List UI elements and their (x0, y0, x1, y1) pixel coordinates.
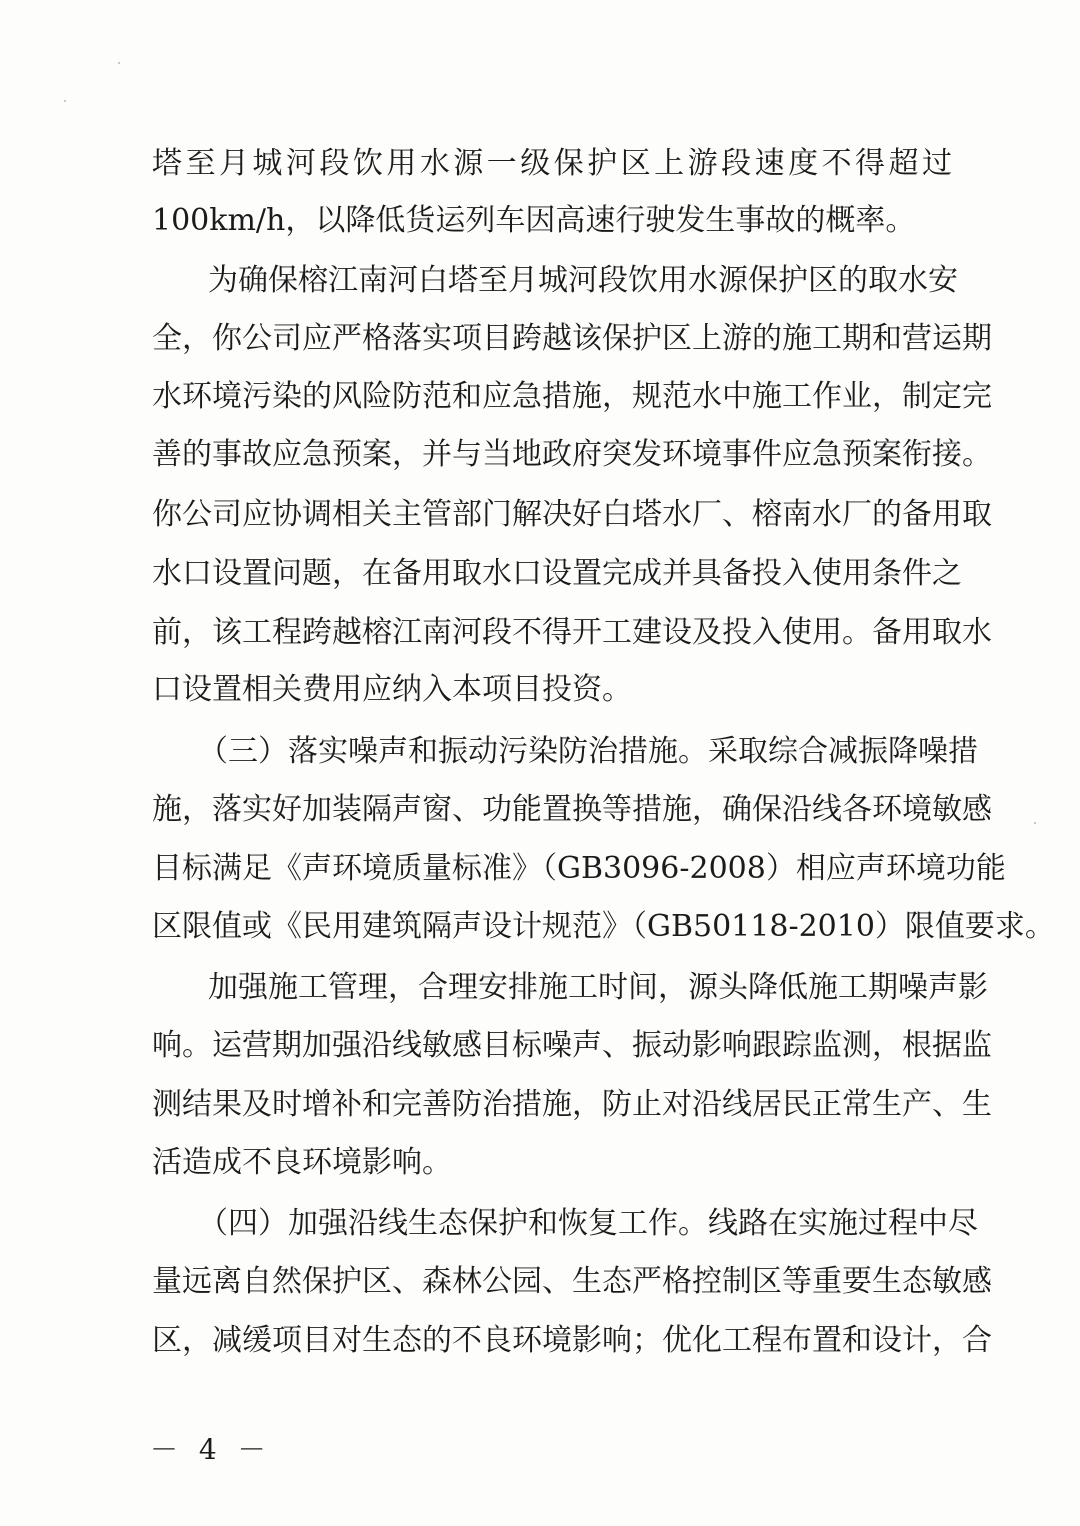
text-line: 响。运营期加强沿线敏感目标噪声、振动影响跟踪监测，根据监 (152, 1028, 992, 1063)
text-line: 塔至月城河段饮用水源一级保护区上游段速度不得超过 (152, 146, 952, 181)
text-line: 100km/h，以降低货运列车因高速行驶发生事故的概率。 (152, 203, 916, 238)
text-line: 善的事故应急预案，并与当地政府突发环境事件应急预案衔接。 (152, 437, 992, 472)
text-line: 测结果及时增补和完善防治措施，防止对沿线居民正常生产、生 (152, 1087, 992, 1122)
text-line: 量远离自然保护区、森林公园、生态严格控制区等重要生态敏感 (152, 1264, 992, 1299)
text-line: 活造成不良环境影响。 (152, 1145, 452, 1180)
scan-speck (64, 100, 66, 102)
section-heading-line: （四）加强沿线生态保护和恢复工作。线路在实施过程中尽 (198, 1206, 978, 1241)
text-line: 你公司应协调相关主管部门解决好白塔水厂、榕南水厂的备用取 (152, 497, 992, 532)
text-line: 水环境污染的风险防范和应急措施，规范水中施工作业，制定完 (152, 379, 992, 414)
text-line: 前，该工程跨越榕江南河段不得开工建设及投入使用。备用取水 (152, 615, 992, 650)
scan-speck (118, 62, 120, 64)
text-line: 口设置相关费用应纳入本项目投资。 (152, 672, 632, 707)
text-line: 全，你公司应严格落实项目跨越该保护区上游的施工期和营运期 (152, 321, 992, 356)
text-line: 施，落实好加装隔声窗、功能置换等措施，确保沿线各环境敏感 (152, 792, 992, 827)
page-number: － 4 － (150, 1433, 272, 1466)
section-heading-line: （三）落实噪声和振动污染防治措施。采取综合减振降噪措 (198, 734, 978, 769)
text-line: 目标满足《声环境质量标准》（GB3096-2008）相应声环境功能 (152, 851, 1006, 886)
text-line: 水口设置问题，在备用取水口设置完成并具备投入使用条件之 (152, 556, 962, 591)
text-line: 区，减缓项目对生态的不良环境影响；优化工程布置和设计，合 (152, 1323, 992, 1358)
paragraph-first-line: 为确保榕江南河白塔至月城河段饮用水源保护区的取水安 (208, 263, 958, 298)
text-line: 区限值或《民用建筑隔声设计规范》（GB50118-2010）限值要求。 (152, 909, 1055, 944)
paragraph-first-line: 加强施工管理，合理安排施工时间，源头降低施工期噪声影 (208, 970, 988, 1005)
scan-speck (1034, 822, 1036, 824)
